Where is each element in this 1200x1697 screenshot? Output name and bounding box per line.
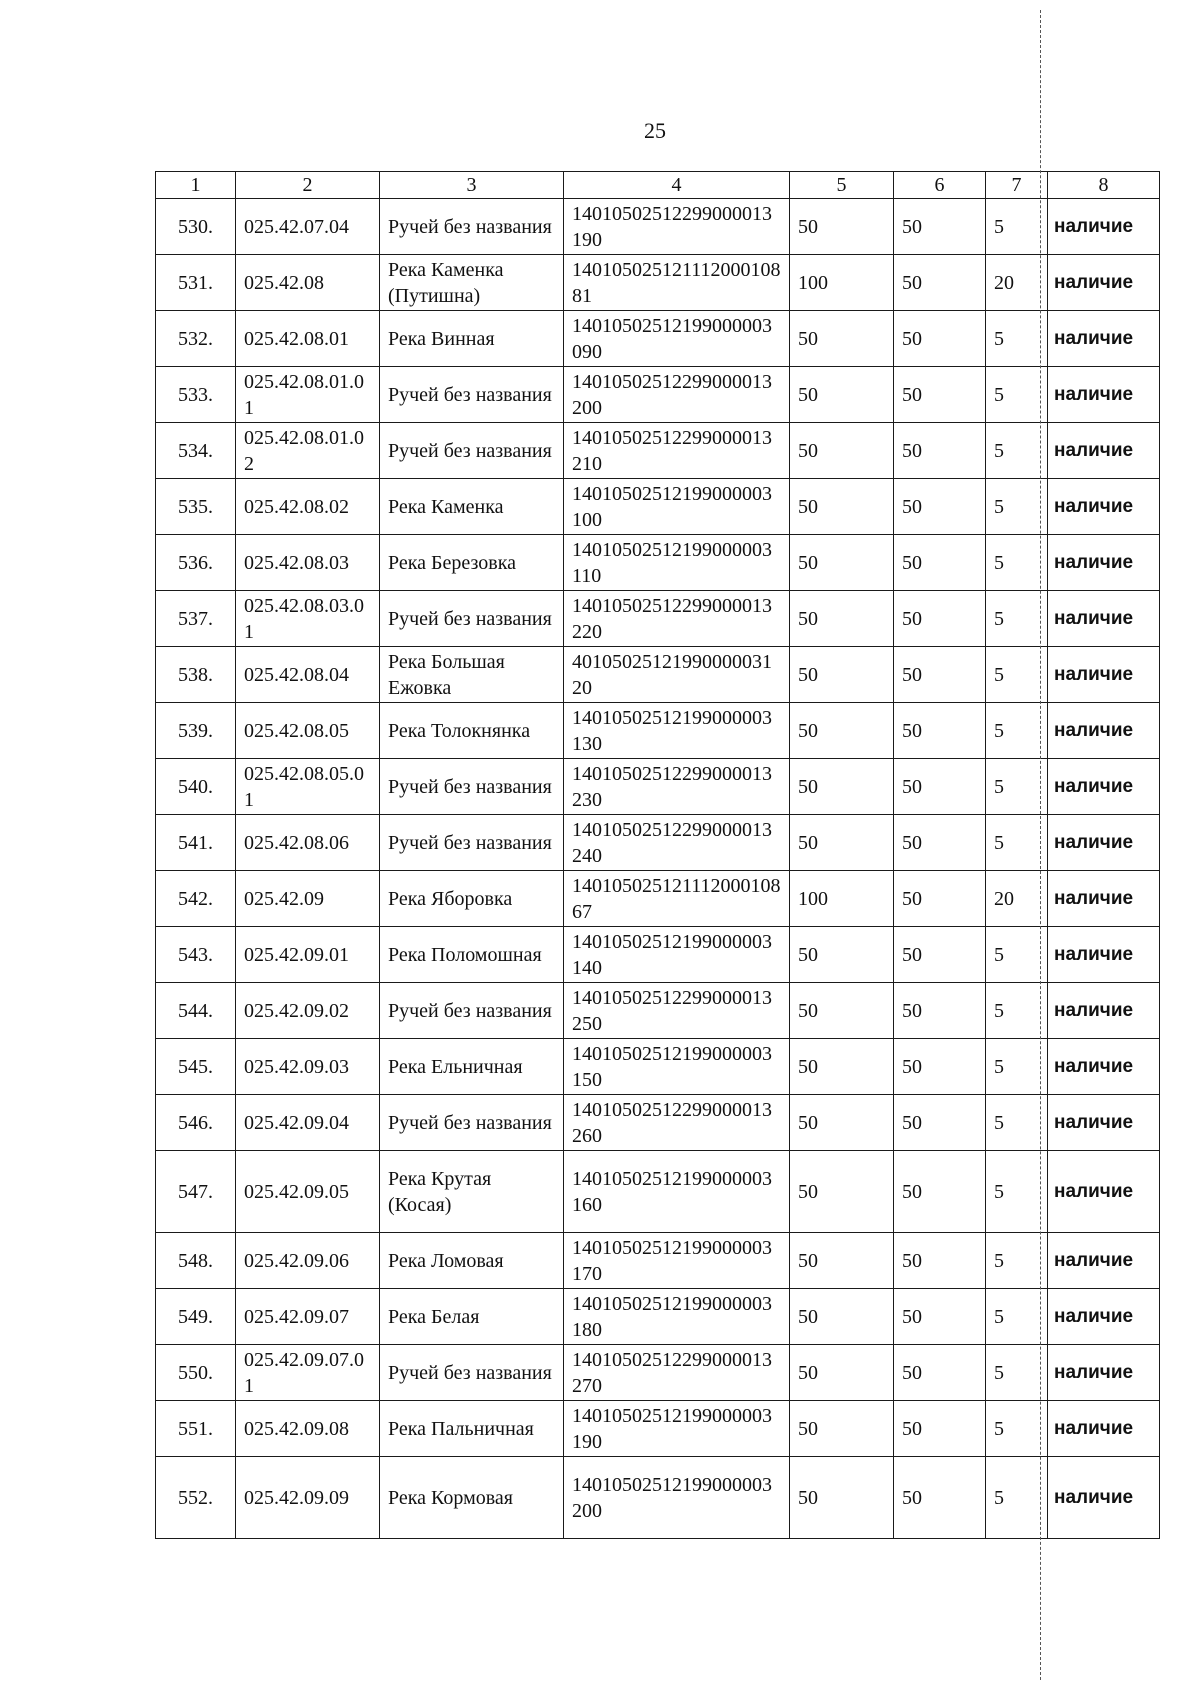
row-number-cell: 537. xyxy=(156,591,236,647)
registry-id-cell: 14010502512199000003130 xyxy=(564,703,790,759)
code-cell: 025.42.09.03 xyxy=(236,1039,380,1095)
table-row xyxy=(156,983,1160,1039)
value-cell-5: 50 xyxy=(790,423,894,479)
code-cell: 025.42.08.01.01 xyxy=(236,367,380,423)
value-cell-6: 50 xyxy=(894,1289,986,1345)
value-cell-7: 20 xyxy=(986,255,1048,311)
row-number-cell: 536. xyxy=(156,535,236,591)
registry-id-cell: 14010502512111200010881 xyxy=(564,255,790,311)
status-cell: наличие xyxy=(1048,1233,1160,1289)
table-row xyxy=(156,535,1160,591)
column-header: 2 xyxy=(236,172,380,199)
water-body-name-cell: Ручей без названия xyxy=(380,423,564,479)
registry-id-cell: 14010502512299000013210 xyxy=(564,423,790,479)
row-number-cell: 540. xyxy=(156,759,236,815)
value-cell-5: 50 xyxy=(790,927,894,983)
value-cell-6: 50 xyxy=(894,815,986,871)
value-cell-7: 5 xyxy=(986,1289,1048,1345)
water-body-name-cell: Река Белая xyxy=(380,1289,564,1345)
status-cell: наличие xyxy=(1048,815,1160,871)
value-cell-7: 5 xyxy=(986,703,1048,759)
value-cell-6: 50 xyxy=(894,759,986,815)
water-body-name-cell: Река Ельничная xyxy=(380,1039,564,1095)
value-cell-6: 50 xyxy=(894,647,986,703)
column-header: 6 xyxy=(894,172,986,199)
status-cell: наличие xyxy=(1048,423,1160,479)
status-cell: наличие xyxy=(1048,983,1160,1039)
status-cell: наличие xyxy=(1048,871,1160,927)
value-cell-5: 50 xyxy=(790,1095,894,1151)
water-body-name-cell: Ручей без названия xyxy=(380,1345,564,1401)
registry-id-cell: 14010502512299000013200 xyxy=(564,367,790,423)
table-row xyxy=(156,1457,1160,1539)
status-cell: наличие xyxy=(1048,1039,1160,1095)
value-cell-7: 5 xyxy=(986,815,1048,871)
value-cell-7: 5 xyxy=(986,423,1048,479)
water-body-name-cell: Ручей без названия xyxy=(380,815,564,871)
value-cell-5: 100 xyxy=(790,255,894,311)
value-cell-7: 5 xyxy=(986,199,1048,255)
table-row xyxy=(156,1401,1160,1457)
code-cell: 025.42.08.03 xyxy=(236,535,380,591)
column-header: 1 xyxy=(156,172,236,199)
code-cell: 025.42.08.01.02 xyxy=(236,423,380,479)
value-cell-6: 50 xyxy=(894,479,986,535)
water-bodies-table xyxy=(155,171,1160,1539)
value-cell-6: 50 xyxy=(894,983,986,1039)
value-cell-5: 50 xyxy=(790,1151,894,1233)
table-header-row xyxy=(156,172,1160,199)
code-cell: 025.42.08.06 xyxy=(236,815,380,871)
table-row xyxy=(156,255,1160,311)
water-body-name-cell: Река Каменка (Путишна) xyxy=(380,255,564,311)
table-row xyxy=(156,479,1160,535)
value-cell-6: 50 xyxy=(894,255,986,311)
value-cell-5: 50 xyxy=(790,367,894,423)
status-cell: наличие xyxy=(1048,1457,1160,1539)
water-body-name-cell: Ручей без названия xyxy=(380,199,564,255)
value-cell-7: 5 xyxy=(986,535,1048,591)
table-row xyxy=(156,1095,1160,1151)
value-cell-7: 5 xyxy=(986,1233,1048,1289)
registry-id-cell: 14010502512199000003110 xyxy=(564,535,790,591)
row-number-cell: 530. xyxy=(156,199,236,255)
water-body-name-cell: Ручей без названия xyxy=(380,1095,564,1151)
row-number-cell: 543. xyxy=(156,927,236,983)
value-cell-5: 50 xyxy=(790,647,894,703)
table-row xyxy=(156,815,1160,871)
registry-id-cell: 14010502512299000013250 xyxy=(564,983,790,1039)
value-cell-5: 50 xyxy=(790,1345,894,1401)
row-number-cell: 533. xyxy=(156,367,236,423)
row-number-cell: 548. xyxy=(156,1233,236,1289)
value-cell-5: 50 xyxy=(790,1039,894,1095)
column-header: 3 xyxy=(380,172,564,199)
code-cell: 025.42.08.01 xyxy=(236,311,380,367)
status-cell: наличие xyxy=(1048,703,1160,759)
table-row xyxy=(156,703,1160,759)
value-cell-6: 50 xyxy=(894,1095,986,1151)
value-cell-6: 50 xyxy=(894,367,986,423)
value-cell-5: 50 xyxy=(790,703,894,759)
value-cell-6: 50 xyxy=(894,591,986,647)
status-cell: наличие xyxy=(1048,255,1160,311)
water-body-name-cell: Ручей без названия xyxy=(380,367,564,423)
water-body-name-cell: Ручей без названия xyxy=(380,591,564,647)
value-cell-5: 50 xyxy=(790,535,894,591)
value-cell-5: 50 xyxy=(790,815,894,871)
value-cell-5: 50 xyxy=(790,311,894,367)
column-header: 5 xyxy=(790,172,894,199)
value-cell-6: 50 xyxy=(894,1039,986,1095)
value-cell-7: 5 xyxy=(986,1401,1048,1457)
row-number-cell: 532. xyxy=(156,311,236,367)
value-cell-7: 5 xyxy=(986,1457,1048,1539)
code-cell: 025.42.08.04 xyxy=(236,647,380,703)
row-number-cell: 547. xyxy=(156,1151,236,1233)
table-row xyxy=(156,591,1160,647)
value-cell-5: 100 xyxy=(790,871,894,927)
table-row xyxy=(156,1039,1160,1095)
value-cell-7: 20 xyxy=(986,871,1048,927)
value-cell-7: 5 xyxy=(986,1345,1048,1401)
value-cell-5: 50 xyxy=(790,1401,894,1457)
status-cell: наличие xyxy=(1048,367,1160,423)
code-cell: 025.42.09.06 xyxy=(236,1233,380,1289)
column-header: 4 xyxy=(564,172,790,199)
registry-id-cell: 14010502512199000003140 xyxy=(564,927,790,983)
water-body-name-cell: Река Толокнянка xyxy=(380,703,564,759)
table-row xyxy=(156,311,1160,367)
registry-id-cell: 14010502512299000013260 xyxy=(564,1095,790,1151)
value-cell-7: 5 xyxy=(986,647,1048,703)
value-cell-6: 50 xyxy=(894,311,986,367)
status-cell: наличие xyxy=(1048,1289,1160,1345)
code-cell: 025.42.09.02 xyxy=(236,983,380,1039)
column-header: 7 xyxy=(986,172,1048,199)
column-header: 8 xyxy=(1048,172,1160,199)
code-cell: 025.42.09.07 xyxy=(236,1289,380,1345)
registry-id-cell: 14010502512111200010867 xyxy=(564,871,790,927)
water-body-name-cell: Река Крутая (Косая) xyxy=(380,1151,564,1233)
status-cell: наличие xyxy=(1048,591,1160,647)
page-number: 25 xyxy=(644,118,666,143)
row-number-cell: 552. xyxy=(156,1457,236,1539)
registry-id-cell: 14010502512299000013220 xyxy=(564,591,790,647)
value-cell-7: 5 xyxy=(986,479,1048,535)
value-cell-6: 50 xyxy=(894,535,986,591)
status-cell: наличие xyxy=(1048,927,1160,983)
registry-id-cell: 14010502512199000003180 xyxy=(564,1289,790,1345)
value-cell-6: 50 xyxy=(894,423,986,479)
value-cell-5: 50 xyxy=(790,1289,894,1345)
table-row xyxy=(156,423,1160,479)
status-cell: наличие xyxy=(1048,535,1160,591)
row-number-cell: 538. xyxy=(156,647,236,703)
row-number-cell: 542. xyxy=(156,871,236,927)
water-body-name-cell: Ручей без названия xyxy=(380,759,564,815)
value-cell-6: 50 xyxy=(894,1401,986,1457)
value-cell-6: 50 xyxy=(894,927,986,983)
code-cell: 025.42.08.05 xyxy=(236,703,380,759)
registry-id-cell: 14010502512299000013190 xyxy=(564,199,790,255)
value-cell-7: 5 xyxy=(986,367,1048,423)
row-number-cell: 546. xyxy=(156,1095,236,1151)
value-cell-7: 5 xyxy=(986,927,1048,983)
table-row xyxy=(156,759,1160,815)
value-cell-7: 5 xyxy=(986,1095,1048,1151)
table-row xyxy=(156,1289,1160,1345)
registry-id-cell: 4010502512199000003120 xyxy=(564,647,790,703)
water-body-name-cell: Река Каменка xyxy=(380,479,564,535)
code-cell: 025.42.09.04 xyxy=(236,1095,380,1151)
status-cell: наличие xyxy=(1048,1401,1160,1457)
value-cell-5: 50 xyxy=(790,1457,894,1539)
value-cell-6: 50 xyxy=(894,1457,986,1539)
registry-id-cell: 14010502512299000013230 xyxy=(564,759,790,815)
registry-id-cell: 14010502512199000003090 xyxy=(564,311,790,367)
registry-id-cell: 14010502512199000003190 xyxy=(564,1401,790,1457)
value-cell-6: 50 xyxy=(894,1345,986,1401)
row-number-cell: 541. xyxy=(156,815,236,871)
water-body-name-cell: Река Кормовая xyxy=(380,1457,564,1539)
registry-id-cell: 14010502512199000003100 xyxy=(564,479,790,535)
registry-id-cell: 14010502512199000003200 xyxy=(564,1457,790,1539)
code-cell: 025.42.09 xyxy=(236,871,380,927)
value-cell-5: 50 xyxy=(790,983,894,1039)
registry-id-cell: 14010502512199000003150 xyxy=(564,1039,790,1095)
value-cell-5: 50 xyxy=(790,1233,894,1289)
row-number-cell: 534. xyxy=(156,423,236,479)
registry-id-cell: 14010502512199000003170 xyxy=(564,1233,790,1289)
row-number-cell: 551. xyxy=(156,1401,236,1457)
code-cell: 025.42.09.07.01 xyxy=(236,1345,380,1401)
status-cell: наличие xyxy=(1048,199,1160,255)
code-cell: 025.42.07.04 xyxy=(236,199,380,255)
value-cell-6: 50 xyxy=(894,1151,986,1233)
value-cell-6: 50 xyxy=(894,1233,986,1289)
code-cell: 025.42.08.05.01 xyxy=(236,759,380,815)
table-container xyxy=(155,171,1160,1539)
value-cell-5: 50 xyxy=(790,479,894,535)
value-cell-7: 5 xyxy=(986,311,1048,367)
scan-fold-line xyxy=(1040,10,1041,1680)
table-row xyxy=(156,871,1160,927)
row-number-cell: 531. xyxy=(156,255,236,311)
code-cell: 025.42.08.02 xyxy=(236,479,380,535)
value-cell-7: 5 xyxy=(986,1039,1048,1095)
table-row xyxy=(156,367,1160,423)
code-cell: 025.42.08.03.01 xyxy=(236,591,380,647)
status-cell: наличие xyxy=(1048,647,1160,703)
code-cell: 025.42.09.05 xyxy=(236,1151,380,1233)
code-cell: 025.42.09.01 xyxy=(236,927,380,983)
value-cell-5: 50 xyxy=(790,759,894,815)
code-cell: 025.42.08 xyxy=(236,255,380,311)
status-cell: наличие xyxy=(1048,479,1160,535)
status-cell: наличие xyxy=(1048,311,1160,367)
value-cell-7: 5 xyxy=(986,983,1048,1039)
table-row xyxy=(156,1151,1160,1233)
registry-id-cell: 14010502512299000013270 xyxy=(564,1345,790,1401)
row-number-cell: 544. xyxy=(156,983,236,1039)
water-body-name-cell: Река Березовка xyxy=(380,535,564,591)
table-row xyxy=(156,1345,1160,1401)
value-cell-6: 50 xyxy=(894,199,986,255)
table-row xyxy=(156,927,1160,983)
table-row xyxy=(156,647,1160,703)
water-body-name-cell: Река Яборовка xyxy=(380,871,564,927)
value-cell-5: 50 xyxy=(790,199,894,255)
value-cell-7: 5 xyxy=(986,591,1048,647)
water-body-name-cell: Река Ломовая xyxy=(380,1233,564,1289)
water-body-name-cell: Река Поломошная xyxy=(380,927,564,983)
value-cell-5: 50 xyxy=(790,591,894,647)
table-row xyxy=(156,199,1160,255)
table-row xyxy=(156,1233,1160,1289)
status-cell: наличие xyxy=(1048,759,1160,815)
status-cell: наличие xyxy=(1048,1095,1160,1151)
row-number-cell: 545. xyxy=(156,1039,236,1095)
code-cell: 025.42.09.08 xyxy=(236,1401,380,1457)
row-number-cell: 550. xyxy=(156,1345,236,1401)
water-body-name-cell: Река Большая Ежовка xyxy=(380,647,564,703)
row-number-cell: 535. xyxy=(156,479,236,535)
registry-id-cell: 14010502512299000013240 xyxy=(564,815,790,871)
value-cell-6: 50 xyxy=(894,703,986,759)
value-cell-7: 5 xyxy=(986,759,1048,815)
status-cell: наличие xyxy=(1048,1345,1160,1401)
status-cell: наличие xyxy=(1048,1151,1160,1233)
registry-id-cell: 14010502512199000003160 xyxy=(564,1151,790,1233)
water-body-name-cell: Ручей без названия xyxy=(380,983,564,1039)
row-number-cell: 539. xyxy=(156,703,236,759)
row-number-cell: 549. xyxy=(156,1289,236,1345)
value-cell-7: 5 xyxy=(986,1151,1048,1233)
table-body xyxy=(156,199,1160,1539)
water-body-name-cell: Река Винная xyxy=(380,311,564,367)
value-cell-6: 50 xyxy=(894,871,986,927)
water-body-name-cell: Река Пальничная xyxy=(380,1401,564,1457)
code-cell: 025.42.09.09 xyxy=(236,1457,380,1539)
